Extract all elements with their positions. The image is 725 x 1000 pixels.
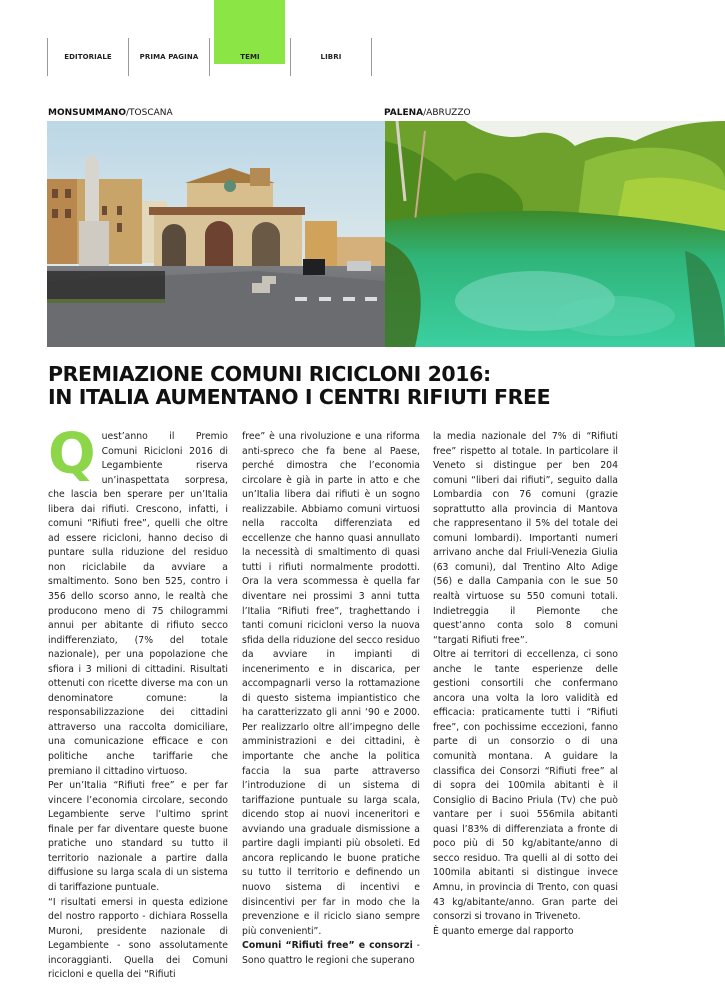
subheading: Comuni “Rifiuti free” e consorzi <box>242 940 413 952</box>
paragraph-text: - Sono quattro le regioni che superano <box>242 940 421 966</box>
tab-label: TEMI <box>240 53 260 61</box>
nav-divider <box>371 38 372 76</box>
headline-line-2: IN ITALIA AUMENTANO I CENTRI RIFIUTI FREE <box>48 385 551 409</box>
tab-prima-pagina[interactable] <box>128 38 209 76</box>
headline-line-1: PREMIAZIONE COMUNI RICICLONI 2016: <box>48 362 491 386</box>
caption-place: PALENA <box>384 108 424 118</box>
photo-caption-right <box>384 108 471 118</box>
caption-place: MONSUMMANO <box>48 108 126 118</box>
tab-libri[interactable] <box>290 38 371 76</box>
tab-label: EDITORIALE <box>64 53 112 61</box>
article-column-1 <box>48 422 228 983</box>
paragraph: “I risultati emersi in questa edizione del nostro rapporto - dichiara Rossella Muroni, presidente nazionale di Legambiente - sono assolutamente incoraggianti. Quella dei Comuni ricicloni e quella dei “Rifiuti <box>48 896 228 981</box>
drop-cap: Q <box>48 422 96 487</box>
paragraph: È quanto emerge dal rapporto <box>433 925 574 937</box>
paragraph: Per un’Italia “Rifiuti free” e per far vincere l’economia circolare, secondo Legambiente serve l’ultimo sprint finale per far diventare queste buone pratiche uno standard su tutto il territorio nazionale a partire dalla diffusione su larga scala di un sistema di tariffazione puntuale. <box>48 780 228 893</box>
caption-region: /ABRUZZO <box>423 108 471 118</box>
river-illustration <box>385 121 725 347</box>
paragraph: la media nazionale del 7% di “Rifiuti free” rispetto al totale. In particolare il Veneto si distingue per ben 204 comuni “liberi dai rifiuti”, seguito dalla Lombardia con 76 comuni (grazie soprattutto alla provincia di Mantova che rappresentano il 5% del totale dei comuni lombardi). Importanti numeri arrivano anche dal Friuli-Venezia Giulia (63 comuni), dal Trentino Alto Adige (56) e dalla Campania con le sue 50 realtà virtuose su 550 comuni totali. Indietreggia il Piemonte che quest’anno conta solo 8 comuni “targati Rifiuti free”. <box>433 431 618 646</box>
tab-temi[interactable] <box>209 38 290 76</box>
paragraph <box>48 422 228 779</box>
tab-label: PRIMA PAGINA <box>139 53 199 61</box>
paragraph-text: uest’anno il Premio Comuni Ricicloni 2016 di Legambiente riserva un’inaspettata sorpresa, che lascia ben sperare per un’Italia libera dai rifiuti. Crescono, infatti, i comuni “Rifiuti free”, quelli che oltre ad essere ricicloni, hanno deciso di puntare sulla riduzione del residuo non riciclabile da avviare a smaltimento. Sono ben 525, contro i 356 dello scorso anno, le realtà che producono meno di 75 chilogrammi annui per abitante di rifiuto secco indifferenziato, (7% del totale nazionale), per una popolazione che sfiora i 3 milioni di cittadini. Risultati ottenuti con ricette diverse ma con un denominatore comune: la responsabilizzazione dei cittadini attraverso una raccolta domiciliare, una comunicazione efficace e con politiche anche tariffarie che premiano il cittadino virtuoso. <box>48 431 228 777</box>
paragraph: free” è una rivoluzione e una riforma anti-spreco che fa bene al Paese, perché dimostra che l’economia circolare è già in parte in atto e che un’Italia libera dai rifiuti è un sogno realizzabile. Abbiamo comuni virtuosi nella raccolta differenziata ed eccellenze che hanno quasi annullato la necessità di smaltimento di quasi tutti i rifiuti normalmente prodotti. Ora la vera scommessa è quella far diventare nei prossimi 3 anni tutta l’Italia “Rifiuti free”, traghettando i tanti comuni ricicloni verso la nuova sfida della riduzione del secco residuo da avviare in impianti di incenerimento e in discarica, per accompagnarli verso la rottamazione di questo sistema impiantistico che ha caratterizzato gli anni ‘90 e 2000. Per realizzarlo oltre all’impegno delle amministrazioni e dei cittadini, è importante che anche la politica faccia la sua parte attraverso l’introduzione di un sistema di tariffazione puntuale su larga scala, dicendo stop ai nuovi inceneritori e avviando una graduale dismissione a partire dagli impianti più obsoleti. Ed ancora replicando le buone pratiche su tutto il territorio e definendo un nuovo sistema di incentivi e disincentivi per far in modo che la prevenzione e il riciclo siano sempre più convenienti”. <box>242 431 420 937</box>
article-column-3 <box>433 430 618 983</box>
paragraph: Oltre ai territori di eccellenza, ci sono anche le tante esperienze delle gestioni consortili che confermano ancora una volta la loro validità ed efficacia: praticamente tutti i “Rifiuti free”, con pochissime eccezioni, fanno parte di un consorzio o di una comunità montana. A guidare la classifica dei Consorzi “Rifiuti free” al di sopra dei 100mila abitanti è il Consiglio di Bacino Priula (Tv) che può vantare per i suoi 556mila abitanti quasi l’83% di differenziata a fronte di poco più di 50 kg/abitante/anno di secco residuo. Tra quelli al di sotto dei 100mila abitanti si distingue invece Amnu, in provincia di Trento, con quasi 43 kg/abitante/anno. Gran parte dei consorzi si trovano in Triveneto. <box>433 649 618 923</box>
photo-palena <box>385 121 725 347</box>
article-body <box>48 422 688 983</box>
tab-label: LIBRI <box>320 53 342 61</box>
paragraph <box>242 939 420 968</box>
piazza-illustration <box>47 121 385 347</box>
article-headline <box>48 363 688 409</box>
photo-caption-left <box>48 108 173 118</box>
photo-monsummano <box>47 121 385 347</box>
article-column-2 <box>242 430 420 983</box>
section-nav <box>47 38 372 76</box>
caption-region: /TOSCANA <box>126 108 173 118</box>
tab-editoriale[interactable] <box>47 38 128 76</box>
